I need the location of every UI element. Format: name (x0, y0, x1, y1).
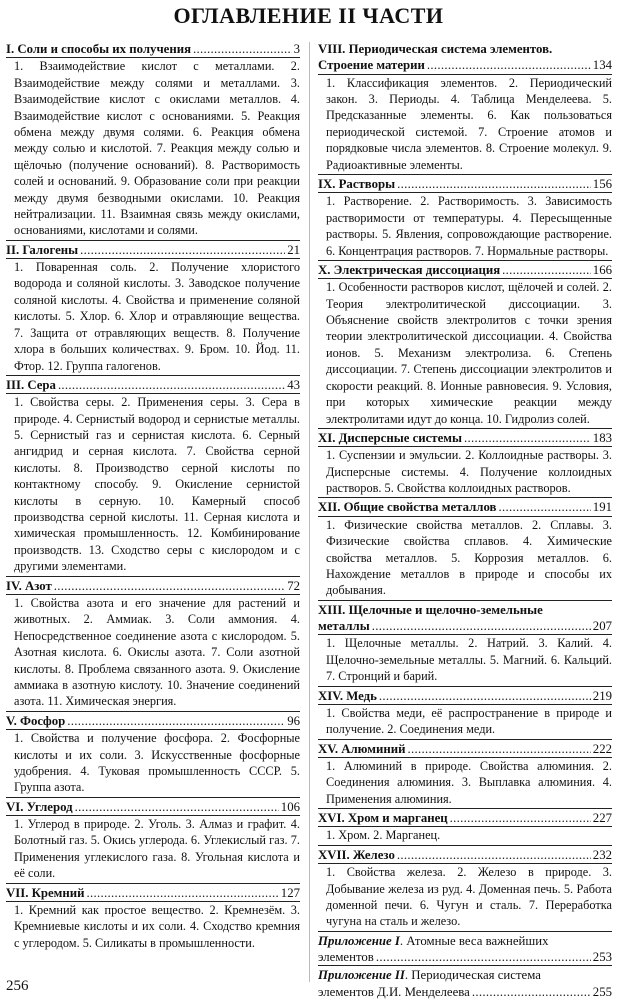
chapter-heading[interactable]: XI. Дисперсные системы ..... 183 (318, 428, 612, 446)
chapter-contents: 1. Поваренная соль. 2. Получение хлористого водорода и соляной кислоты. 3. Заводское получение соляной кислоты. 4. Свойства и применение соляной кислоты. 5. Хлор. 6. Хлор и отравляющие вещества. 7. Защита от отравляющих веществ. 8. Получение хлора в больших количествах. 9. Бром. 10. Йод. 11. Фтор. 12. Группа галогенов. (6, 258, 300, 374)
page-title: ОГЛАВЛЕНИЕ II ЧАСТИ (173, 3, 444, 28)
chapter-contents: 1. Хром. 2. Марганец. (318, 826, 612, 843)
chapter-contents: 1. Свойства железа. 2. Железо в природе. 3. Добывание железа из руд. 4. Доменная печь. 5. Работа доменной печи. 6. Чугун и сталь. 7. Переработка чугуна на сталь и железо. (318, 863, 612, 930)
chapter-contents: 1. Свойства и получение фосфора. 2. Фосфорные кислоты и их соли. 3. Искусственные фосфорные удобрения. 4. Туковая промышленность СССР. 5. Группа азота. (6, 729, 300, 796)
toc-left-column (6, 40, 300, 952)
toc-entry (6, 883, 300, 952)
chapter-heading[interactable]: XII. Общие свойства металлов ..... 191 (318, 497, 612, 515)
chapter-page: 191 (592, 500, 612, 515)
chapter-heading[interactable]: XVI. Хром и марганец ..... 227 (318, 808, 612, 826)
chapter-page: 127 (280, 885, 300, 900)
toc-entry (318, 739, 612, 808)
toc-entry (6, 711, 300, 796)
toc-entry (6, 40, 300, 239)
chapter-page: 96 (287, 713, 300, 728)
chapter-heading[interactable]: XV. Алюминий ..... 222 (318, 739, 612, 757)
chapter-page: 43 (287, 377, 300, 392)
chapter-page: 3 (293, 42, 300, 56)
chapter-contents: 1. Алюминий в природе. Свойства алюминия. 2. Соединения алюминия. 3. Выплавка алюминия. 4. Применения алюминия. (318, 757, 612, 807)
chapter-heading[interactable]: VIII. Периодическая система элементов. Строение материи ..... 134 (318, 40, 612, 74)
toc-entry (318, 428, 612, 497)
chapter-heading[interactable]: II. Галогены ..... 21 (6, 240, 300, 258)
appendix-page: 253 (592, 950, 612, 965)
toc-right-column (318, 40, 612, 1000)
appendix-entry[interactable]: Приложение I. Атомные веса важнейших элементов ..... 253 (318, 931, 612, 966)
chapter-page: 134 (592, 58, 612, 73)
toc-entry (6, 797, 300, 882)
chapter-heading[interactable]: XIV. Медь ..... 219 (318, 686, 612, 704)
toc-entry (6, 375, 300, 575)
toc-entry (318, 174, 612, 259)
chapter-heading[interactable]: I. Соли и способы их получения ..... 3 (6, 40, 300, 57)
appendix-page: 255 (592, 984, 612, 999)
chapter-page: 166 (592, 262, 612, 277)
chapter-page: 207 (592, 619, 612, 634)
chapter-contents: 1. Особенности растворов кислот, щёлочей и солей. 2. Теория электролитической диссоциации. 3. Объяснение свойств электролитов с точки зрения теории электролитической диссоциации. 4. Свойства ионов. 5. Механизм электролиза. 6. Степень диссоциации. 7. Степень диссоциации электролитов и скорости реакций. 8. Ионные равновесия. 9. Условия, при которых химические реакции между электролитами идут до конца. 10. Гидролиз солей. (318, 278, 612, 427)
chapter-heading[interactable]: IV. Азот ..... 72 (6, 576, 300, 594)
chapter-page: 72 (287, 578, 300, 593)
chapter-heading[interactable]: V. Фосфор ..... 96 (6, 711, 300, 729)
chapter-contents: 1. Кремний как простое вещество. 2. Кремнезём. 3. Кремниевые кислоты и их соли. 4. Сходство кремния с углеродом. 5. Силикаты в промышленности. (6, 901, 300, 951)
toc-entry (318, 40, 612, 173)
toc-entry (318, 600, 612, 685)
chapter-heading[interactable]: VI. Углерод ..... 106 (6, 797, 300, 815)
page-number: 256 (6, 978, 29, 994)
chapter-heading[interactable]: XVII. Железо ..... 232 (318, 845, 612, 863)
chapter-contents: 1. Суспензии и эмульсии. 2. Коллоидные растворы. 3. Дисперсные системы. 4. Получение коллоидных растворов. 5. Свойства коллоидных растворов. (318, 446, 612, 496)
chapter-page: 21 (287, 242, 300, 257)
chapter-page: 232 (592, 847, 612, 862)
chapter-contents: 1. Взаимодействие кислот с металлами. 2. Взаимодействие между солями и металлами. 3. Взаимодействие кислот с окислами металлов. 4. Взаимодействие кислот с основаниями. 5. Реакция обмена между двумя солями. 6. Реакция обмена между солью и кислотой. 7. Реакция между солью и щёлочью (получение оснований). 8. Растворимость солей и оснований. 9. Образование соли при реакции между двумя безводными окислами. 10. Реакция нейтрализации. 11. Взаимная связь между окислами, основаниями, кислотами и солями. (6, 57, 300, 238)
chapter-contents: 1. Растворение. 2. Растворимость. 3. Зависимость растворимости от температуры. 4. Пересыщенные растворы. 5. Явления, сопровождающие растворение. 6. Концентрация растворов. 7. Нормальные растворы. (318, 192, 612, 259)
appendix-entry[interactable]: Приложение II. Периодическая система элементов Д.И. Менделеева ..... 255 (318, 965, 612, 1000)
toc-entry (318, 808, 612, 844)
chapter-page: 183 (592, 430, 612, 445)
chapter-page: 222 (592, 741, 612, 756)
chapter-heading[interactable]: XIII. Щелочные и щелочно-земельные металлы ..... 207 (318, 600, 612, 635)
chapter-contents: 1. Свойства серы. 2. Применения серы. 3. Сера в природе. 4. Сернистый водород и сернистые металлы. 5. Сернистый газ и сернистая кислота. 6. Серный ангидрид и серная кислота. 7. Свойства серной кислоты. 8. Производство серной кислоты по контактному способу. 9. Окисление сернистой кислоты в серную. 10. Камерный способ производства серной кислоты. 11. Серная кислота и химическая промышленность. 12. Комбинирование производств. 13. Сходство серы с кислородом и с другими элементами. (6, 393, 300, 574)
toc-entry (6, 576, 300, 710)
chapter-contents: 1. Свойства азота и его значение для растений и животных. 2. Аммиак. 3. Соли аммония. 4. Непосредственное соединение азота с кислородом. 5. Азотная кислота. 6. Окислы азота. 7. Соли азотной кислоты. 8. Проблема связанного азота. 9. Окисление аммиака в азотную кислоту. 10. Значение соединений азота. 11. Химическая энергия. (6, 594, 300, 710)
toc-entry (6, 240, 300, 374)
chapter-contents: 1. Щелочные металлы. 2. Натрий. 3. Калий. 4. Щелочно-земельные металлы. 5. Магний. 6. Кальций. 7. Стронций и барий. (318, 634, 612, 684)
chapter-page: 227 (592, 811, 612, 826)
toc-entry (318, 845, 612, 930)
chapter-heading[interactable]: III. Сера ..... 43 (6, 375, 300, 393)
column-divider (309, 42, 310, 982)
chapter-contents: 1. Свойства меди, её распространение в природе и получение. 2. Соединения меди. (318, 704, 612, 738)
chapter-heading[interactable]: IX. Растворы ..... 156 (318, 174, 612, 192)
chapter-page: 219 (592, 688, 612, 703)
toc-entry (318, 497, 612, 598)
chapter-page: 156 (592, 177, 612, 192)
chapter-contents: 1. Углерод в природе. 2. Уголь. 3. Алмаз и графит. 4. Болотный газ. 5. Окись углерода. 6. Углекислый газ. 7. Применения углекислого газа. 8. Угольная кислота и её соли. (6, 815, 300, 882)
chapter-contents: 1. Классификация элементов. 2. Периодический закон. 3. Периоды. 4. Таблица Менделеева. 5. Предсказанные элементы. 6. Как пользоваться периодической системой. 7. Строение атомов и порядковые числа элементов. 8. Строение молекул. 9. Радиоактивные элементы. (318, 74, 612, 173)
chapter-contents: 1. Физические свойства металлов. 2. Сплавы. 3. Физические свойства сплавов. 4. Химические свойства металлов. 5. Коррозия металлов. 6. Нахождение металлов в природе и способы их добывания. (318, 516, 612, 599)
toc-entry (318, 686, 612, 738)
chapter-heading[interactable]: X. Электрическая диссоциация ..... 166 (318, 260, 612, 278)
toc-entry (318, 260, 612, 427)
chapter-heading[interactable]: VII. Кремний ..... 127 (6, 883, 300, 901)
chapter-page: 106 (280, 799, 300, 814)
